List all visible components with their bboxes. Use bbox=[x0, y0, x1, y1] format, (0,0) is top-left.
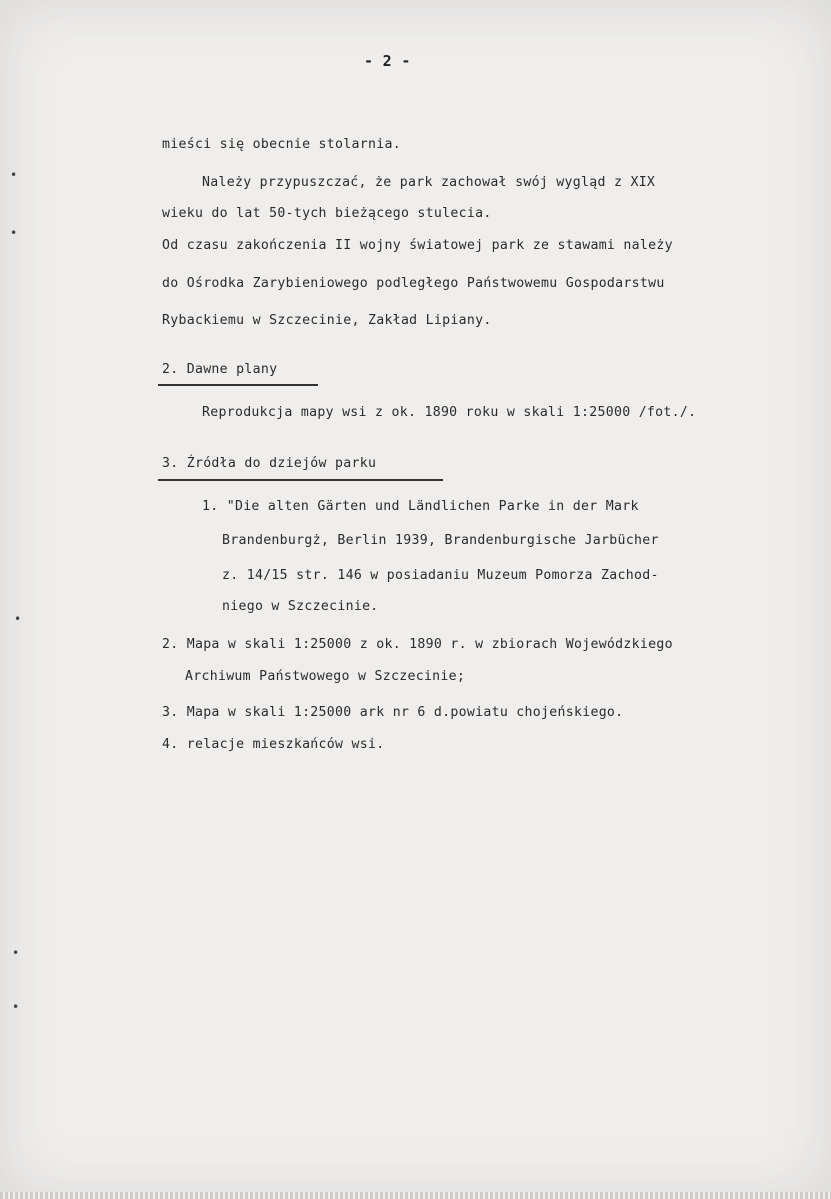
margin-mark: • bbox=[12, 1000, 20, 1014]
margin-mark: • bbox=[10, 226, 18, 240]
source-item: niego w Szczecinie. bbox=[222, 599, 379, 614]
source-item: 1. "Die alten Gärten und Ländlichen Parke in der Mark bbox=[202, 499, 639, 514]
paragraph-line: mieści się obecnie stolarnia. bbox=[162, 137, 401, 152]
heading-underline bbox=[158, 479, 443, 481]
page-number: - 2 - bbox=[364, 52, 411, 70]
source-item: 2. Mapa w skali 1:25000 z ok. 1890 r. w zbiorach Wojewódzkiego bbox=[162, 637, 673, 652]
paragraph-line: wieku do lat 50-tych bieżącego stulecia. bbox=[162, 206, 492, 221]
margin-mark: • bbox=[12, 946, 20, 960]
source-item: 3. Mapa w skali 1:25000 ark nr 6 d.powiatu chojeńskiego. bbox=[162, 705, 624, 720]
scan-edge bbox=[0, 1192, 831, 1199]
margin-mark: • bbox=[14, 612, 22, 626]
source-item: Archiwum Państwowego w Szczecinie; bbox=[185, 669, 466, 684]
section-heading: 3. Źródła do dziejów parku bbox=[162, 456, 377, 471]
section-text: Reprodukcja mapy wsi z ok. 1890 roku w skali 1:25000 /fot./. bbox=[202, 405, 697, 420]
section-heading: 2. Dawne plany bbox=[162, 362, 278, 377]
paragraph-line: do Ośrodka Zarybieniowego podległego Państwowemu Gospodarstwu bbox=[162, 276, 665, 291]
paragraph-line: Należy przypuszczać, że park zachował swój wygląd z XIX bbox=[202, 175, 656, 190]
paragraph-line: Rybackiemu w Szczecinie, Zakład Lipiany. bbox=[162, 313, 492, 328]
heading-underline bbox=[158, 384, 318, 386]
source-item: Brandenburgż, Berlin 1939, Brandenburgische Jarbücher bbox=[222, 533, 659, 548]
paragraph-line: Od czasu zakończenia II wojny światowej park ze stawami należy bbox=[162, 238, 673, 253]
margin-mark: • bbox=[10, 168, 18, 182]
source-item: 4. relacje mieszkańców wsi. bbox=[162, 737, 385, 752]
source-item: z. 14/15 str. 146 w posiadaniu Muzeum Pomorza Zachod- bbox=[222, 568, 659, 583]
